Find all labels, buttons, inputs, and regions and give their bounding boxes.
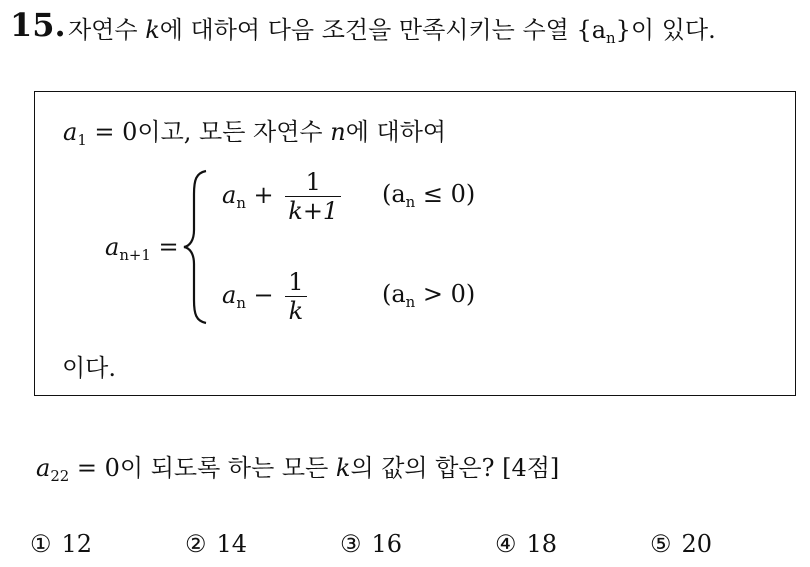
recurrence-lhs: $a_{n+1}$ = <box>105 233 179 265</box>
choice-mark: ⑤ <box>650 530 672 558</box>
variable-k: k <box>145 16 160 44</box>
choice-value: 12 <box>61 530 93 558</box>
choice-4[interactable] <box>495 530 650 558</box>
problem-number: 15. <box>10 6 66 44</box>
choice-mark: ④ <box>495 530 517 558</box>
fraction: $\frac{1}{k}$ <box>285 268 306 325</box>
choice-3[interactable] <box>340 530 495 558</box>
condition-conclusion: 이다. <box>62 354 116 382</box>
choice-value: 18 <box>526 530 558 558</box>
choice-value: 14 <box>216 530 248 558</box>
case-1-condition: $(a_n \le 0)$ <box>382 180 476 212</box>
choice-mark: ① <box>30 530 52 558</box>
question-text: $a_{22} = 0$이 되도록 하는 모든 k의 값의 합은? [4점] <box>36 454 560 486</box>
prompt-text: 에 대하여 다음 조건을 만족시키는 수열 <box>159 16 577 44</box>
prompt-text: 이 있다. <box>630 16 716 44</box>
choice-5[interactable] <box>650 530 805 558</box>
case-1-expression: $a_n$ + $\frac{1}{k+1}$ <box>222 168 345 225</box>
problem-prompt <box>68 10 716 47</box>
choice-mark: ③ <box>340 530 362 558</box>
fraction: $\frac{1}{k+1}$ <box>285 168 341 225</box>
sequence-symbol: $\{a_n\}$ <box>576 16 631 48</box>
choice-1[interactable] <box>30 530 185 558</box>
case-2-condition: $(a_n > 0)$ <box>382 280 476 312</box>
prompt-text: 자연수 <box>68 16 146 44</box>
initial-condition: $a_1 = 0$이고, 모든 자연수 n에 대하여 <box>63 118 447 150</box>
choice-value: 16 <box>371 530 403 558</box>
answer-choices <box>30 530 805 558</box>
choice-mark: ② <box>185 530 207 558</box>
choice-2[interactable] <box>185 530 340 558</box>
choice-value: 20 <box>681 530 713 558</box>
case-2-expression: $a_n$ − $\frac{1}{k}$ <box>222 268 311 325</box>
left-brace <box>180 168 210 326</box>
